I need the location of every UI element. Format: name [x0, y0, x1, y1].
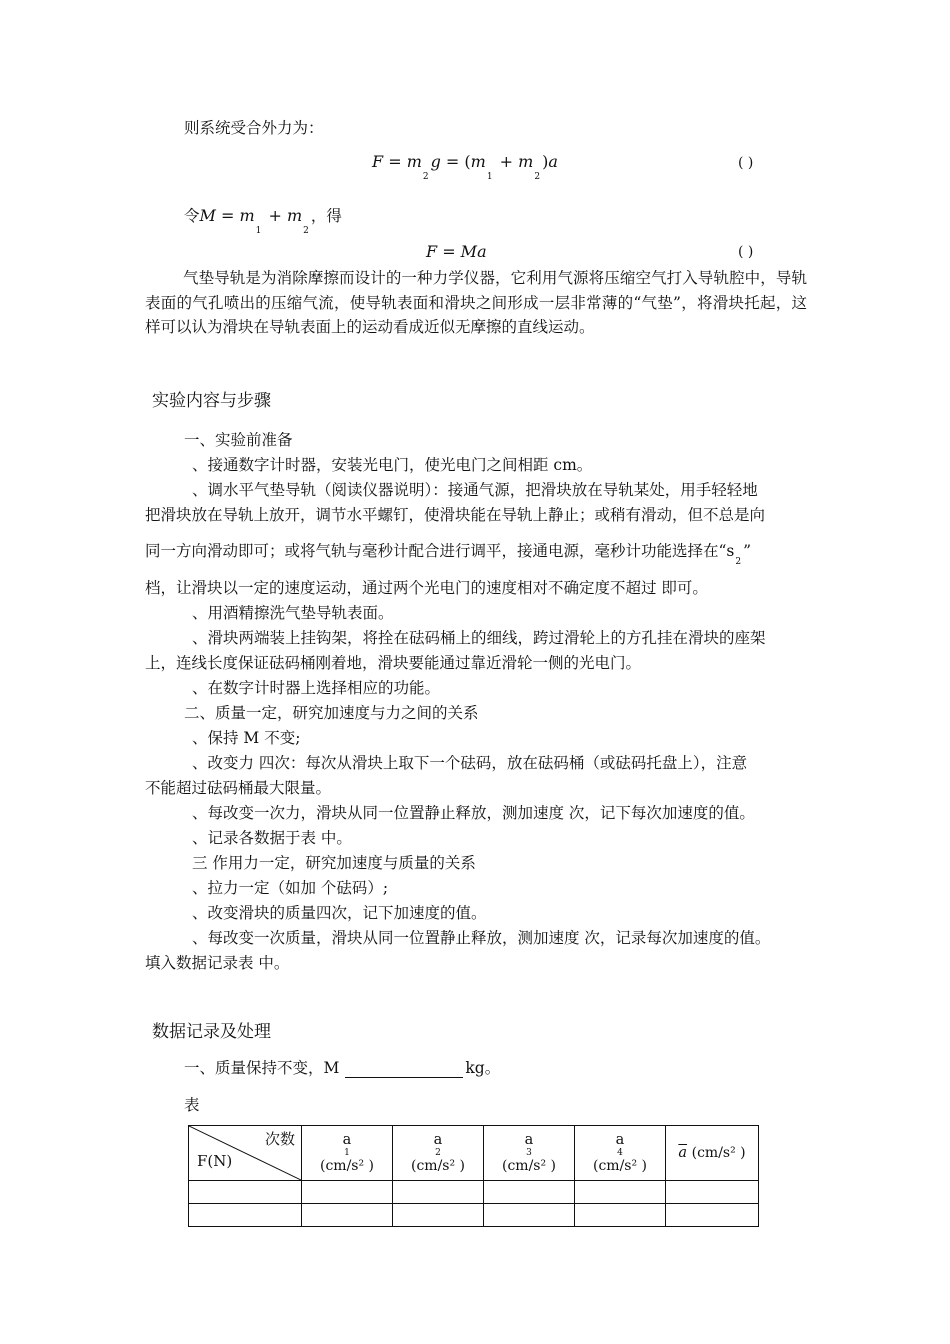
step-2-line1: 、调水平气垫导轨（阅读仪器说明）：接通气源，把滑块放在导轨某处，用手轻轻地: [192, 481, 758, 499]
part2-step-2-line1: 、改变力 四次：每次从滑块上取下一个砝码，放在砝码桶（或砝码托盘上），注意: [192, 754, 748, 772]
data-part1-line: 一、质量保持不变，M kg。: [184, 1059, 501, 1077]
step-3: 、用酒精擦洗气垫导轨表面。: [192, 604, 394, 622]
table-header-row: [189, 1126, 759, 1181]
step-4-line2: 上，连线长度保证砝码桶刚着地，滑块要能通过靠近滑轮一侧的光电门。: [145, 654, 642, 672]
col-header-a2: a 2 (cm/s² ): [393, 1126, 484, 1181]
part3-step-3-line2: 填入数据记录表 中。: [145, 954, 290, 972]
table-corner-cell: [189, 1126, 302, 1181]
part3-title: 三 作用力一定，研究加速度与质量的关系: [192, 854, 476, 872]
equation-2-number: ( ): [738, 244, 754, 260]
col-header-a4: a 4 (cm/s² ): [575, 1126, 666, 1181]
col-header-a3: a 3 (cm/s² ): [484, 1126, 575, 1181]
part2-title: 二、质量一定，研究加速度与力之间的关系: [184, 704, 479, 722]
corner-label-count: 次数: [264, 1130, 295, 1148]
table-row: [189, 1204, 759, 1227]
step-4-line1: 、滑块两端装上挂钩架，将拴在砝码桶上的细线，跨过滑轮上的方孔挂在滑块的座架: [192, 629, 766, 647]
corner-label-force: F(N): [197, 1152, 233, 1170]
equation-1: $F = m_2g = (m_1 + m_2)a$: [372, 152, 558, 182]
col-header-a1: a 1 (cm/s² ): [302, 1126, 393, 1181]
part3-step-3-line1: 、每改变一次质量，滑块从同一位置静止释放，测加速度 次，记录每次加速度的值。: [192, 929, 771, 947]
part2-step-2-line2: 不能超过砝码桶最大限量。: [145, 779, 332, 797]
equation-1-number: ( ): [738, 155, 754, 171]
table-row: [189, 1181, 759, 1204]
table-label: 表: [184, 1096, 200, 1114]
step-5: 、在数字计时器上选择相应的功能。: [192, 679, 441, 697]
mass-blank: [345, 1062, 463, 1078]
let-line: 令$M = m_1 + m_2$，得: [184, 206, 342, 236]
part3-step-1: 、拉力一定（如加 个砝码）;: [192, 879, 389, 897]
part3-step-2: 、改变滑块的质量四次，记下加速度的值。: [192, 904, 487, 922]
part2-step-1: 、保持 M 不变;: [192, 729, 301, 747]
step-2-line2: 把滑块放在导轨上放开，调节水平螺钉，使滑块能在导轨上静止；或稍有滑动，但不总是向: [145, 506, 766, 524]
step-2-line4: 档，让滑块以一定的速度运动，通过两个光电门的速度相对不确定度不超过 即可。: [145, 579, 708, 597]
section-title-steps: 实验内容与步骤: [152, 391, 271, 411]
section-title-data: 数据记录及处理: [152, 1022, 271, 1042]
part2-step-3: 、每改变一次力，滑块从同一位置静止释放，测加速度 次，记下每次加速度的值。: [192, 804, 755, 822]
air-track-paragraph: 气垫导轨是为消除摩擦而设计的一种力学仪器，它利用气源将压缩空气打入导轨腔中，导轨表面的气孔喷出的压缩气流，使导轨表面和滑块之间形成一层非常薄的“气垫”，将滑块托起，这样可以认为滑块在导轨表面上的运动看成近似无摩擦的直线运动。: [145, 269, 807, 336]
part2-step-4: 、记录各数据于表 中。: [192, 829, 352, 847]
intro-text: 则系统受合外力为：: [184, 119, 324, 137]
part1-title: 一、实验前准备: [184, 431, 293, 449]
col-header-avg: $\overline{a}$ (cm/s² ): [666, 1126, 759, 1181]
data-table: [188, 1125, 759, 1227]
step-2-line3: 同一方向滑动即可；或将气轨与毫秒计配合进行调平，接通电源，毫秒计功能选择在“$s_2$”: [145, 542, 752, 567]
equation-2: F = Ma: [426, 242, 487, 261]
step-1: 、接通数字计时器，安装光电门，使光电门之间相距 cm。: [192, 456, 593, 474]
